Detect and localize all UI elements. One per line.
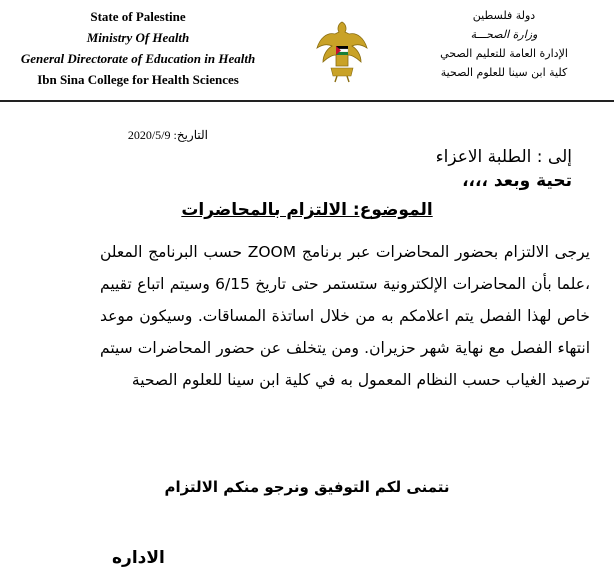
letter-date: التاريخ: 2020/5/9 [127,128,208,142]
letter-subject [0,200,614,220]
header-state-en: State of Palestine [90,9,186,24]
letter-body [100,236,590,396]
header-ministry-en: Ministry Of Health [86,30,190,45]
letter-recipient: إلى : الطلبة الاعزاء [435,147,572,167]
header-college-en: Ibn Sina College for Health Sciences [37,72,239,87]
letter-subject-text: الموضوع: الالتزام بالمحاضرات [181,200,433,220]
letter-closing: نتمنى لكم التوفيق ونرجو منكم الالتزام [164,478,450,496]
header-english [8,6,268,90]
letter-body-text: يرجى الالتزام بحضور المحاضرات عبر برنامج ZOOM حسب البرنامج المعلن ،علما بأن المحاضرات الإلكترونية ستستمر حتى تاريخ 6/15 وسيتم اتباع تقييم خاص لهذا الفصل يتم اعلامكم به من خلال اساتذة المساقات. وسيكون موعد انتهاء الفصل مع نهاية شهر حزيران. ومن يتخلف عن حضور المحاضرات سيتم ترصيد الغياب حسب النظام المعمول به في كلية ابن سينا للعلوم الصحية [100,243,590,389]
palestine-eagle-emblem [315,18,369,84]
header-directorate-ar: الإدارة العامة للتعليم الصحي [440,47,568,60]
header-state-ar: دولة فلسطين [472,9,536,22]
header-divider [0,100,614,102]
letter-greeting: تحية وبعد ،،،، [462,171,572,191]
header-college-ar: كلية ابن سينا للعلوم الصحية [440,66,568,79]
header-directorate-en: General Directorate of Education in Health [20,51,256,66]
header-arabic [404,6,604,82]
letter-signature: الاداره [112,548,165,568]
header-ministry-ar: وزارة الصحـــة [470,28,538,41]
